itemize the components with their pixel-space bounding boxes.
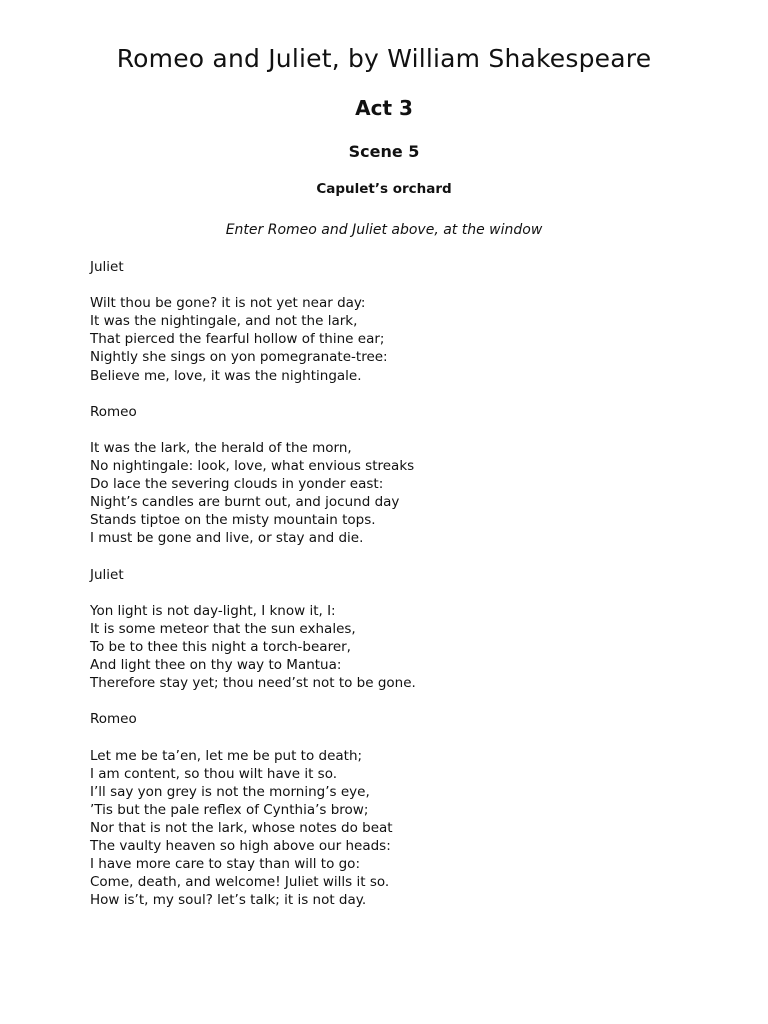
verse-line: It was the lark, the herald of the morn,	[90, 439, 352, 456]
verse-line: Night’s candles are burnt out, and jocund day	[90, 494, 400, 511]
verse-line: Come, death, and welcome! Juliet wills it so.	[90, 874, 390, 891]
verse-line: It was the nightingale, and not the lark,	[90, 313, 358, 330]
speech-block	[90, 747, 730, 910]
verse-line: Stands tiptoe on the misty mountain tops.	[90, 512, 376, 529]
verse-line: And light thee on thy way to Mantua:	[90, 657, 342, 674]
verse-line: It is some meteor that the sun exhales,	[90, 620, 356, 637]
speaker-name: Romeo	[90, 403, 137, 420]
verse-line: That pierced the fearful hollow of thine ear;	[90, 331, 385, 348]
verse-line: To be to thee this night a torch-bearer,	[90, 638, 351, 655]
verse-line: I’ll say yon grey is not the morning’s eye,	[90, 783, 370, 800]
verse-line: Nightly she sings on yon pomegranate-tree:	[90, 349, 388, 366]
verse-line: I must be gone and live, or stay and die.	[90, 530, 364, 547]
verse-line: Do lace the severing clouds in yonder east:	[90, 476, 384, 493]
speech-block	[90, 602, 730, 692]
speaker-name: Romeo	[90, 711, 137, 728]
verse-line: Let me be ta’en, let me be put to death;	[90, 747, 363, 764]
verse-line: I have more care to stay than will to go:	[90, 856, 360, 873]
verse-line: Yon light is not day-light, I know it, I:	[90, 602, 336, 619]
scene-location: Capulet’s orchard	[316, 181, 452, 197]
verse-line: ’Tis but the pale reflex of Cynthia’s brow;	[90, 801, 369, 818]
speaker-name: Juliet	[90, 259, 124, 275]
dialogue	[90, 258, 730, 927]
document-title: Romeo and Juliet, by William Shakespeare	[116, 44, 652, 73]
speaker-name: Juliet	[90, 566, 124, 583]
verse-line: Wilt thou be gone? it is not yet near day:	[90, 295, 366, 312]
verse-line: Therefore stay yet; thou need’st not to be gone.	[90, 675, 416, 692]
verse-line: How is’t, my soul? let’s talk; it is not day.	[90, 892, 367, 909]
verse-line: Believe me, love, it was the nightingale.	[90, 367, 362, 384]
verse-line: I am content, so thou wilt have it so.	[90, 765, 338, 782]
verse-line: No nightingale: look, love, what envious streaks	[90, 458, 415, 475]
act-heading: Act 3	[355, 96, 413, 120]
scene-heading: Scene 5	[348, 142, 420, 161]
speech-block	[90, 294, 730, 384]
verse-line: The vaulty heaven so high above our heads:	[90, 838, 391, 854]
verse-line: Nor that is not the lark, whose notes do beat	[90, 819, 393, 836]
speech-block	[90, 439, 730, 548]
stage-direction: Enter Romeo and Juliet above, at the window	[225, 222, 543, 238]
